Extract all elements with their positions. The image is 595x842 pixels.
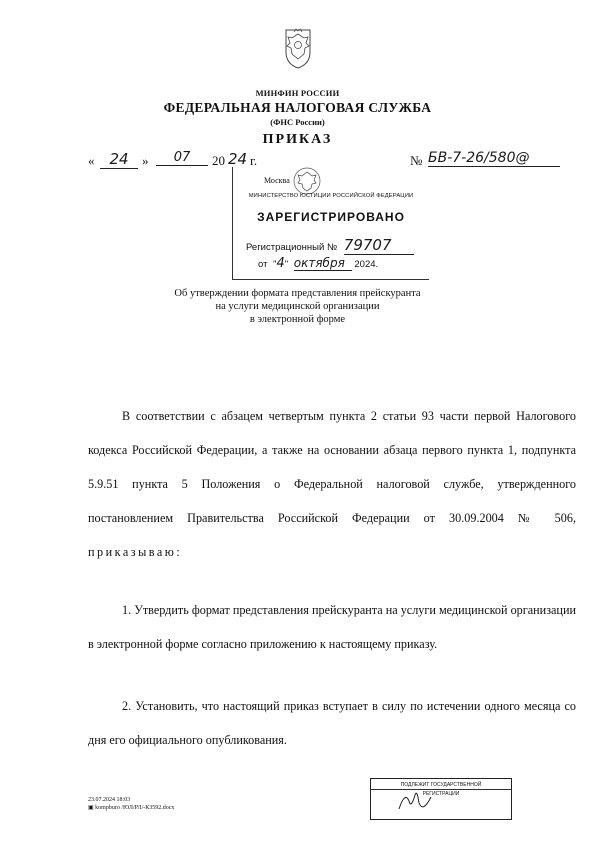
date-open-quote: « (88, 153, 95, 168)
stamp-reg-number-row (246, 236, 414, 255)
subject-line-3: в электронной форме (249, 314, 346, 325)
stamp-city: Москва (264, 176, 290, 185)
document-file-icon: ▣ (88, 805, 96, 811)
stamp-date-row: от "4" октября 2024. (258, 256, 379, 271)
agency-name: ФЕДЕРАЛЬНАЯ НАЛОГОВАЯ СЛУЖБА (163, 100, 432, 115)
eagle-seal-icon (290, 166, 324, 196)
stamp-registered: ЗАРЕГИСТРИРОВАНО (257, 210, 405, 224)
footer-timestamp: 23.07.2024 18:03 (88, 797, 131, 803)
order-number: БВ-7-26/580@ (428, 150, 560, 167)
preamble-text: В соответствии с абзацем четвертым пункта 2 статьи 93 части первой Налогового кодекса Российской Федерации, а также на основании абзаца первого пункта 1, подпункта 5.9.51 пункта 5 Положения о Федеральной налоговой службе, утвержденного постановлением Правительства Российской Федерации от 30.09.2004 № 506, (88, 409, 576, 525)
date-year-suffix: 24 (228, 150, 248, 168)
signature-icon (395, 787, 435, 817)
date-year-prefix: 20 (212, 153, 225, 168)
stamp-reg-number-label: Регистрационный № (246, 242, 338, 253)
order-number-label: № (410, 153, 423, 168)
stamp-ministry: МИНИСТЕРСТВО ЮСТИЦИИ РОССИЙСКОЙ ФЕДЕРАЦИИ (248, 193, 414, 199)
subject-line-1: Об утверждении формата представления прейскуранта (174, 288, 421, 299)
order-command: приказываю: (88, 545, 183, 559)
clause-1-paragraph: 1. Утвердить формат представления прейскуранта на услуги медицинской организации в электронной форме согласно приложению к настоящему приказу. (88, 603, 576, 651)
stamp-reg-number: 79707 (344, 236, 414, 255)
ministry-name: МИНФИН РОССИИ (255, 88, 340, 98)
stamp-date-month: октября (294, 256, 352, 271)
reg-box-line-2: РЕГИСТРАЦИИ (422, 791, 460, 797)
order-subject (0, 287, 595, 326)
footer-file: ▣ kompburo /ЮЛ/РЛ/-К3592.docx (88, 805, 175, 811)
clause-2-paragraph: 2. Установить, что настоящий приказ вступает в силу по истечении одного месяца со дня его официального опубликования. (88, 699, 576, 747)
stamp-date-prefix: от (258, 259, 268, 270)
date-month: 07 (156, 150, 208, 166)
stamp-date-day: 4 (276, 256, 285, 271)
coat-of-arms-emblem (278, 26, 318, 70)
agency-short-name: (ФНС России) (270, 117, 325, 127)
reg-box-line-1: ПОДЛЕЖИТ ГОСУДАРСТВЕННОЙ (371, 782, 511, 790)
order-title: ПРИКАЗ (262, 132, 333, 147)
state-registration-box (370, 778, 512, 820)
date-day: 24 (100, 150, 138, 169)
stamp-date-year: 2024. (354, 259, 379, 270)
document-footer (88, 796, 174, 812)
preamble-paragraph (88, 399, 576, 569)
date-close-quote: » (142, 153, 149, 168)
date-year-mark: г. (250, 153, 258, 168)
subject-line-2: на услуги медицинской организации (215, 301, 380, 312)
